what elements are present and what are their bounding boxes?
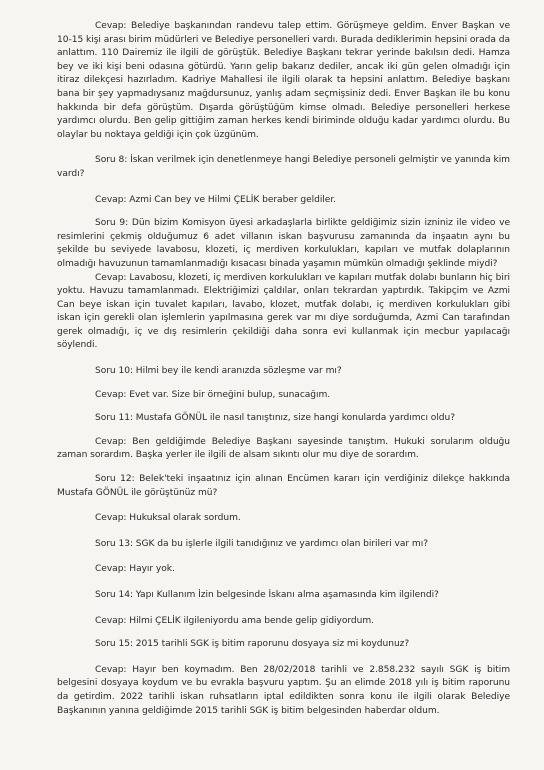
answer-13: Cevap: Hayır yok. [95, 564, 175, 575]
answer-10: Cevap: Evet var. Size bir örneğini bulup, sunacağım. [95, 389, 331, 400]
answer-11: Cevap: Ben geldiğimde Belediye Başkanı sayesinde tanıştım. Hukuki sorularım olduğu zaman sorardım. Başka yerler ile ilgili de alsam sıkıntı olur mu diye de sorardım. [57, 436, 510, 461]
answer-12: Cevap: Hukuksal olarak sordum. [95, 513, 241, 524]
question-15: Soru 15: 2015 tarihli SGK iş bitim raporunu dosyaya siz mi koydunuz? [95, 639, 410, 650]
answer-15: Cevap: Hayır ben koymadım. Ben 28/02/2018 tarihli ve 2.858.232 sayılı SGK iş bitim belgesini dosyaya koydum ve bu evrakla başvuru yaptım. Şu an elimde 2018 yılı iş bitim raporunu da getirdim. 2022 tarihli iskan ruhsatların iptal edildikten sonra konu ile ilgili olarak Belediye Başkanının yanına geldiğimde 2015 tarihli SGK iş bitim belgesinden haberdar oldum. [57, 664, 510, 716]
answer-8: Cevap: Azmi Can bey ve Hilmi ÇELİK beraber geldiler. [95, 194, 337, 205]
question-11: Soru 11: Mustafa GÖNÜL ile nasıl tanıştınız, size hangi konularda yardımcı oldu? [95, 413, 456, 424]
answer-14: Cevap: Hilmi ÇELİK ilgileniyordu ama bende gelip gidiyordum. [95, 615, 374, 626]
question-10: Soru 10: Hilmi bey ile kendi aranızda sözleşme var mı? [95, 366, 342, 377]
question-14: Soru 14: Yapı Kullanım İzin belgesinde İskanı alma aşamasında kim ilgilendi? [95, 590, 439, 600]
answer-9: Cevap: Lavabosu, klozeti, iç merdiven korkulukları ve kapıları mutfak dolabı bunların hiç biri yoktu. Havuzu tamamlanmadı. Elektriğimizi çaldılar, onları tekrardan yaptırdık. Takipçim ve Azmi Can beye iskan için tuvalet kapıları, lavabo, klozet, mutfak dolabı, iç merdiven korkulukları gibi iskan için gerekli olan işlemlerin yapılmasına gerek var mı diye sorduğumda, Azmi Can tarafından gerek olmadığı, iç ve dış resimlerin çekildiği daha sonra evi kullanmak için mecbur yapılacağı söylendi. [57, 272, 510, 351]
question-9: Soru 9: Dün bizim Komisyon üyesi arkadaşlarla birlikte geldiğimiz sizin izniniz ile video ve resimlerini çekmiş olduğumuz 6 adet villanın iskan başvurusu zamanında da inşaatın aynı bu şekilde bu seviyede lavabosu, klozeti, iç merdiven korkulukları, kapıları ve mutfak dolaplarının olmadığı havuzunun tamamlanmadığı kısacası binada yaşamın mümkün olmadığı şeklinde miydi? [57, 218, 510, 269]
question-8: Soru 8: İskan verilmek için denetlenmeye hangi Belediye personeli gelmiştir ve yanında kim vardı? [57, 155, 510, 179]
question-13: Soru 13: SGK da bu işlerle ilgili tanıdığınız ve yardımcı olan birileri var mı? [95, 538, 428, 549]
question-12: Soru 12: Belek'teki inşaatınız için alınan Encümen kararı için verdiğiniz dilekçe hakkında Mustafa GÖNÜL ile görüştünüz mü? [57, 474, 510, 498]
answer-7: Cevap: Belediye başkanından randevu talep ettim. Görüşmeye geldim. Enver Başkan ve 10-15 kişi arası birim müdürleri ve Belediye personelleri vardı. Burada dediklerimin hepsini orada da anlattım. 110 Dairemiz ile ilgili de görüştük. Belediye Başkanı tekrar yerinde bakılsın dedi. Hamza bey ve iki kişi beni odasına götürdü. Yarın gelip bakarız dediler, ancak iki gün gelen olmadığı için itiraz dilekçesi hazırladım. Kadriye Mahallesi ile ilgili olarak ta hepsini anlattım. Belediye başkanı bana bir şey yapmadıysanız mağdursunuz, yanlış adam seçmişsiniz dedi. Enver Başkan ile bu konu hakkında bir defa görüştüm. Dışarda görüştüğüm kimse olmadı. Belediye personelleri herkese yardımcı olurdu. Ben gelip gittiğim zaman herkes kendi biriminde olduğu kadar yardımcı olurdu. Bu olaylar bu noktaya geldiği için çok üzgünüm. [57, 21, 510, 140]
